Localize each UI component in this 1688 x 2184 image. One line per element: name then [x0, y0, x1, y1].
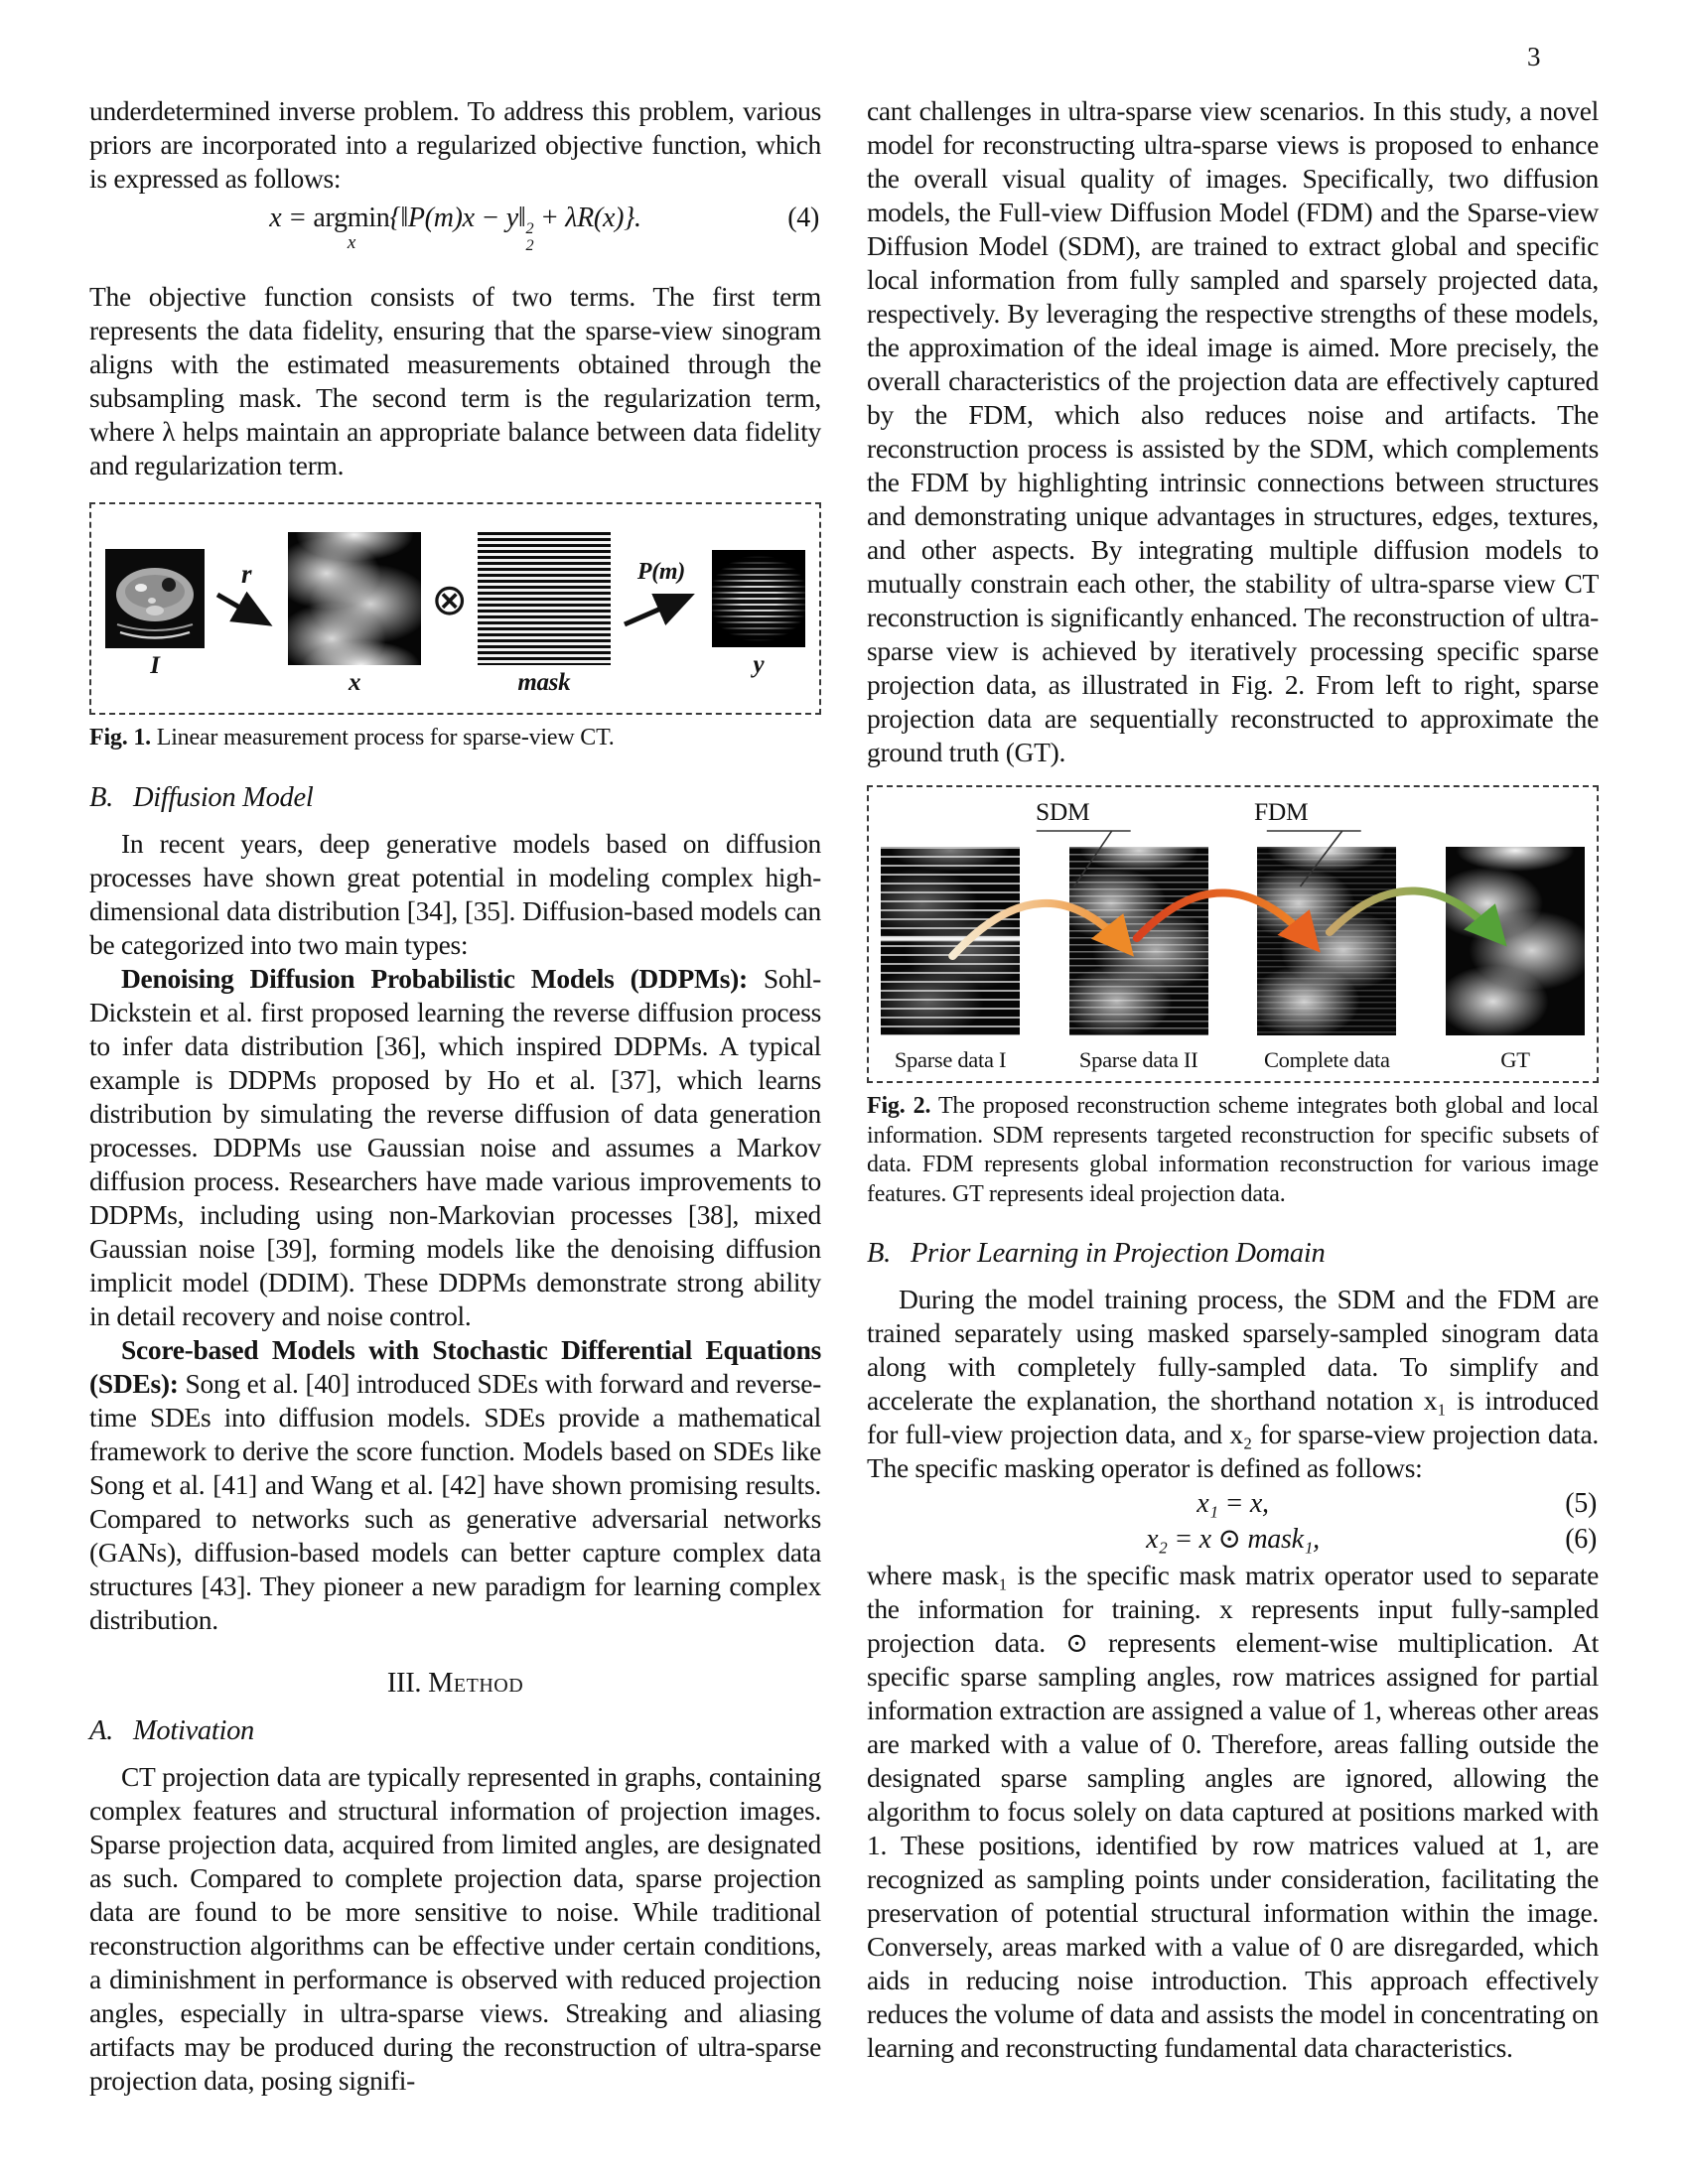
- label-pm: P(m): [636, 559, 685, 586]
- eq4-argmin-subscript: x: [347, 231, 355, 253]
- figure-2-caption-tag: Fig. 2.: [867, 1093, 931, 1119]
- figure-1-item-mask: [478, 532, 611, 697]
- eq5-body: x₁ = x,: [1196, 1488, 1269, 1519]
- figure-1-caption-tag: Fig. 1.: [89, 725, 151, 751]
- section-b2-number: B.: [867, 1238, 891, 1269]
- mask-image: [478, 532, 611, 665]
- figure-1-caption-text: Linear measurement process for sparse-view CT.: [156, 725, 615, 751]
- eq4-argmin: [313, 202, 390, 253]
- paragraph-recent-years: In recent years, deep generative models based on diffusion processes have shown great potential in modeling complex high-dimensional data distribution [34], [35]. Diffusion-based models can be categorized into two main types:: [89, 827, 821, 960]
- eq4-operator: argmin: [313, 203, 390, 233]
- label-y: y: [753, 651, 765, 679]
- figure-1-item-x: [288, 532, 421, 697]
- paragraph-training: During the model training process, the SDM and the FDM are trained separately using masked sparsely-sampled sinogram data along with completely fully-sampled data. To simplify and accelerate the explanation, the shorthand notation x₁ is introduced for full-view projection data, and x₂ for sparse-view projection data. The specific masking operator is defined as follows:: [867, 1284, 1599, 1483]
- label-r: r: [240, 559, 252, 590]
- gt-label: GT: [1500, 1047, 1530, 1072]
- complete-data-label: Complete data: [1263, 1047, 1390, 1072]
- fdm-leader-line: [1301, 831, 1342, 887]
- arrow-r-icon: [214, 587, 278, 634]
- gt-arrow: [1330, 890, 1499, 938]
- ddpm-text: Sohl-Dickstein et al. first proposed learning the reverse diffusion process to infer data distribution [36], which inspired DDPMs. A typical example is DDPMs proposed by Ho et al. [37], which learns distribution by simulating the reverse diffusion of data generation processes. DDPMs use Gaussian noise and assumes a Markov diffusion process. Researchers have made various improvements to DDPMs, including using non-Markovian processes [38], mixed Gaussian noise [39], forming models like the denoising diffusion implicit model (DDIM). These DDPMs demonstrate strong ability in detail recovery and noise control.: [89, 962, 821, 1331]
- eq6-body: x₂ = x ⊙ mask₁,: [1146, 1524, 1320, 1555]
- equation-4: [89, 202, 821, 254]
- sparse-data-1-label: Sparse data I: [894, 1047, 1007, 1072]
- radon-transform-arrow: [214, 561, 278, 634]
- right-column: [867, 94, 1599, 2065]
- method-title: Method: [428, 1667, 524, 1699]
- section-b-number: B.: [89, 781, 113, 813]
- section-b-title: Diffusion Model: [132, 781, 314, 813]
- label-x: x: [349, 669, 361, 697]
- figure-2-caption-text: The proposed reconstruction scheme integrates both global and local information. SDM represents targeted reconstruction for specific subsets of data. FDM represents global information reconstruction for various image features. GT represents ideal projection data.: [867, 1093, 1599, 1207]
- eq4-regularizer-term: + λR(x)}.: [533, 203, 641, 233]
- equation-6: [867, 1523, 1599, 1557]
- sde-text: Song et al. [40] introduced SDEs with forward and reverse-time SDEs into diffusion models. SDEs provide a mathematical framework to derive the score function. Models based on SDEs like Song et al. [41] and Wang et al. [42] have shown promising results. Compared to networks such as generative adversarial networks (GANs), diffusion-based models can better capture complex data structures [43]. They pioneer a new paradigm for learning complex distribution.: [89, 1367, 821, 1635]
- figure-2-caption: [867, 1092, 1599, 1209]
- ct-slice-image: [105, 549, 205, 648]
- section-b2-title: Prior Learning in Projection Domain: [910, 1238, 1326, 1269]
- fdm-arrow: [1137, 892, 1313, 944]
- figure-2-diagram: [867, 785, 1599, 1083]
- paragraph-sde: [89, 1333, 821, 1637]
- method-number: III.: [386, 1667, 422, 1699]
- paragraph-motivation: CT projection data are typically represented in graphs, containing complex features and structural information of projection images. Sparse projection data, acquired from limited angles, are designated as such. Compared to complete projection data, sparse projection data are found to be more sensitive to noise. While traditional reconstruction algorithms can be effective under certain conditions, a diminishment in performance is observed with reduced projection angles, especially in ultra-sparse views. Streaking and aliasing artifacts may be produced during the reconstruction of ultra-sparse projection data, posing signifi-: [89, 1760, 821, 2096]
- ddpm-lead: Denoising Diffusion Probabilistic Models (DDPMs):: [121, 962, 748, 994]
- fdm-label: FDM: [1254, 797, 1309, 826]
- section-a-title: Motivation: [132, 1714, 255, 1746]
- sdm-label: SDM: [1036, 797, 1090, 826]
- sparse-data-2-label: Sparse data II: [1078, 1047, 1198, 1072]
- sdm-arrow: [952, 903, 1126, 956]
- sde-lead: Score-based Models with Stochastic Differential Equations (SDEs):: [89, 1333, 821, 1399]
- eq4-lhs: x =: [269, 203, 314, 233]
- section-heading-diffusion-model: [89, 781, 821, 815]
- equation-5: [867, 1487, 1599, 1521]
- section-a-number: A.: [89, 1714, 113, 1746]
- page-number: 3: [1527, 42, 1541, 71]
- otimes-icon: ⊗: [431, 575, 468, 626]
- paragraph-ddpm: [89, 962, 821, 1333]
- paragraph-mask-explanation: where mask₁ is the specific mask matrix operator used to separate the information for training. x represents input fully-sampled projection data. ⊙ represents element-wise multiplication. At specific sparse sampling angles, row matrices assigned for partial information extraction are assigned a value of 1, whereas other areas are marked with a value of 0. Therefore, areas falling outside the designated sparse sampling angles are ignored, allowing the algorithm to focus solely on data captured at positions marked with 1. These positions, identified by row matrices valued at 1, are recognized as sampling points under consideration, facilitating the preservation of potential structural information within the image. Conversely, areas marked with a value of 0 are disregarded, which aids in reducing noise introduction. This approach effectively reduces the volume of data and assists the model in concentrating on learning and reconstructing fundamental data characteristics.: [867, 1560, 1599, 2063]
- section-heading-motivation: [89, 1714, 821, 1748]
- label-mask: mask: [517, 669, 571, 697]
- sdm-leader-line: [1074, 831, 1112, 887]
- section-heading-method: [89, 1667, 821, 1701]
- section-heading-prior-learning: [867, 1237, 1599, 1271]
- figure-1-item-y: [712, 550, 805, 679]
- eq4-superscript: 2: [525, 219, 534, 238]
- paragraph-intro: underdetermined inverse problem. To address this problem, various priors are incorporated into a regularized objective function, which is expressed as follows:: [89, 95, 821, 194]
- label-I: I: [150, 652, 160, 680]
- figure-2: [867, 785, 1599, 1209]
- eq5-number: (5): [1565, 1488, 1597, 1519]
- sinogram-y-image: [712, 550, 805, 647]
- paragraph-objective: The objective function consists of two terms. The first term represents the data fidelity, ensuring that the sparse-view sinogram aligns with the estimated measurements obtained through the subsampling mask. The second term is the regularization term, where λ helps maintain an appropriate balance between data fidelity and regularization term.: [89, 281, 821, 481]
- equation-4-body: [269, 203, 641, 255]
- eq4-subscript: 2: [525, 236, 534, 255]
- left-column: [89, 94, 821, 2098]
- eq4-norm-term: {‖P(m)x − y‖: [389, 203, 526, 233]
- projection-operator-arrow: [621, 559, 702, 630]
- sinogram-x-image: [288, 532, 421, 665]
- arrow-pm-icon: [621, 587, 702, 630]
- figure-1-diagram: [89, 502, 821, 715]
- eq4-number: (4): [787, 203, 819, 233]
- reconstruction-arrows-overlay: [869, 787, 1597, 1081]
- figure-1-item-ct: [105, 549, 205, 680]
- figure-1-caption: [89, 724, 821, 753]
- paragraph-challenges: cant challenges in ultra-sparse view scenarios. In this study, a novel model for reconstructing ultra-sparse views is proposed to enhance the overall visual quality of images. Specifically, two diffusion models, the Full-view Diffusion Model (FDM) and the Sparse-view Diffusion Model (SDM), are trained to extract global and specific local information from fully sampled and sparsely projected data, respectively. By leveraging the respective strengths of these models, the approximation of the ideal image is aimed. More precisely, the overall characteristics of the projection data are effectively captured by the FDM, which also reduces noise and artifacts. The reconstruction process is assisted by the SDM, which complements the FDM by highlighting intrinsic connections between structures and demonstrating unique advantages in structures, edges, textures, and other aspects. By integrating multiple diffusion models to mutually constrain each other, the stability of ultra-sparse view CT reconstruction is significantly enhanced. The reconstruction of ultra-sparse view is achieved by iteratively processing specific sparse projection data, as illustrated in Fig. 2. From left to right, sparse projection data are sequentially reconstructed to approximate the ground truth (GT).: [867, 95, 1599, 767]
- figure-1: [89, 502, 821, 753]
- eq6-number: (6): [1565, 1524, 1597, 1555]
